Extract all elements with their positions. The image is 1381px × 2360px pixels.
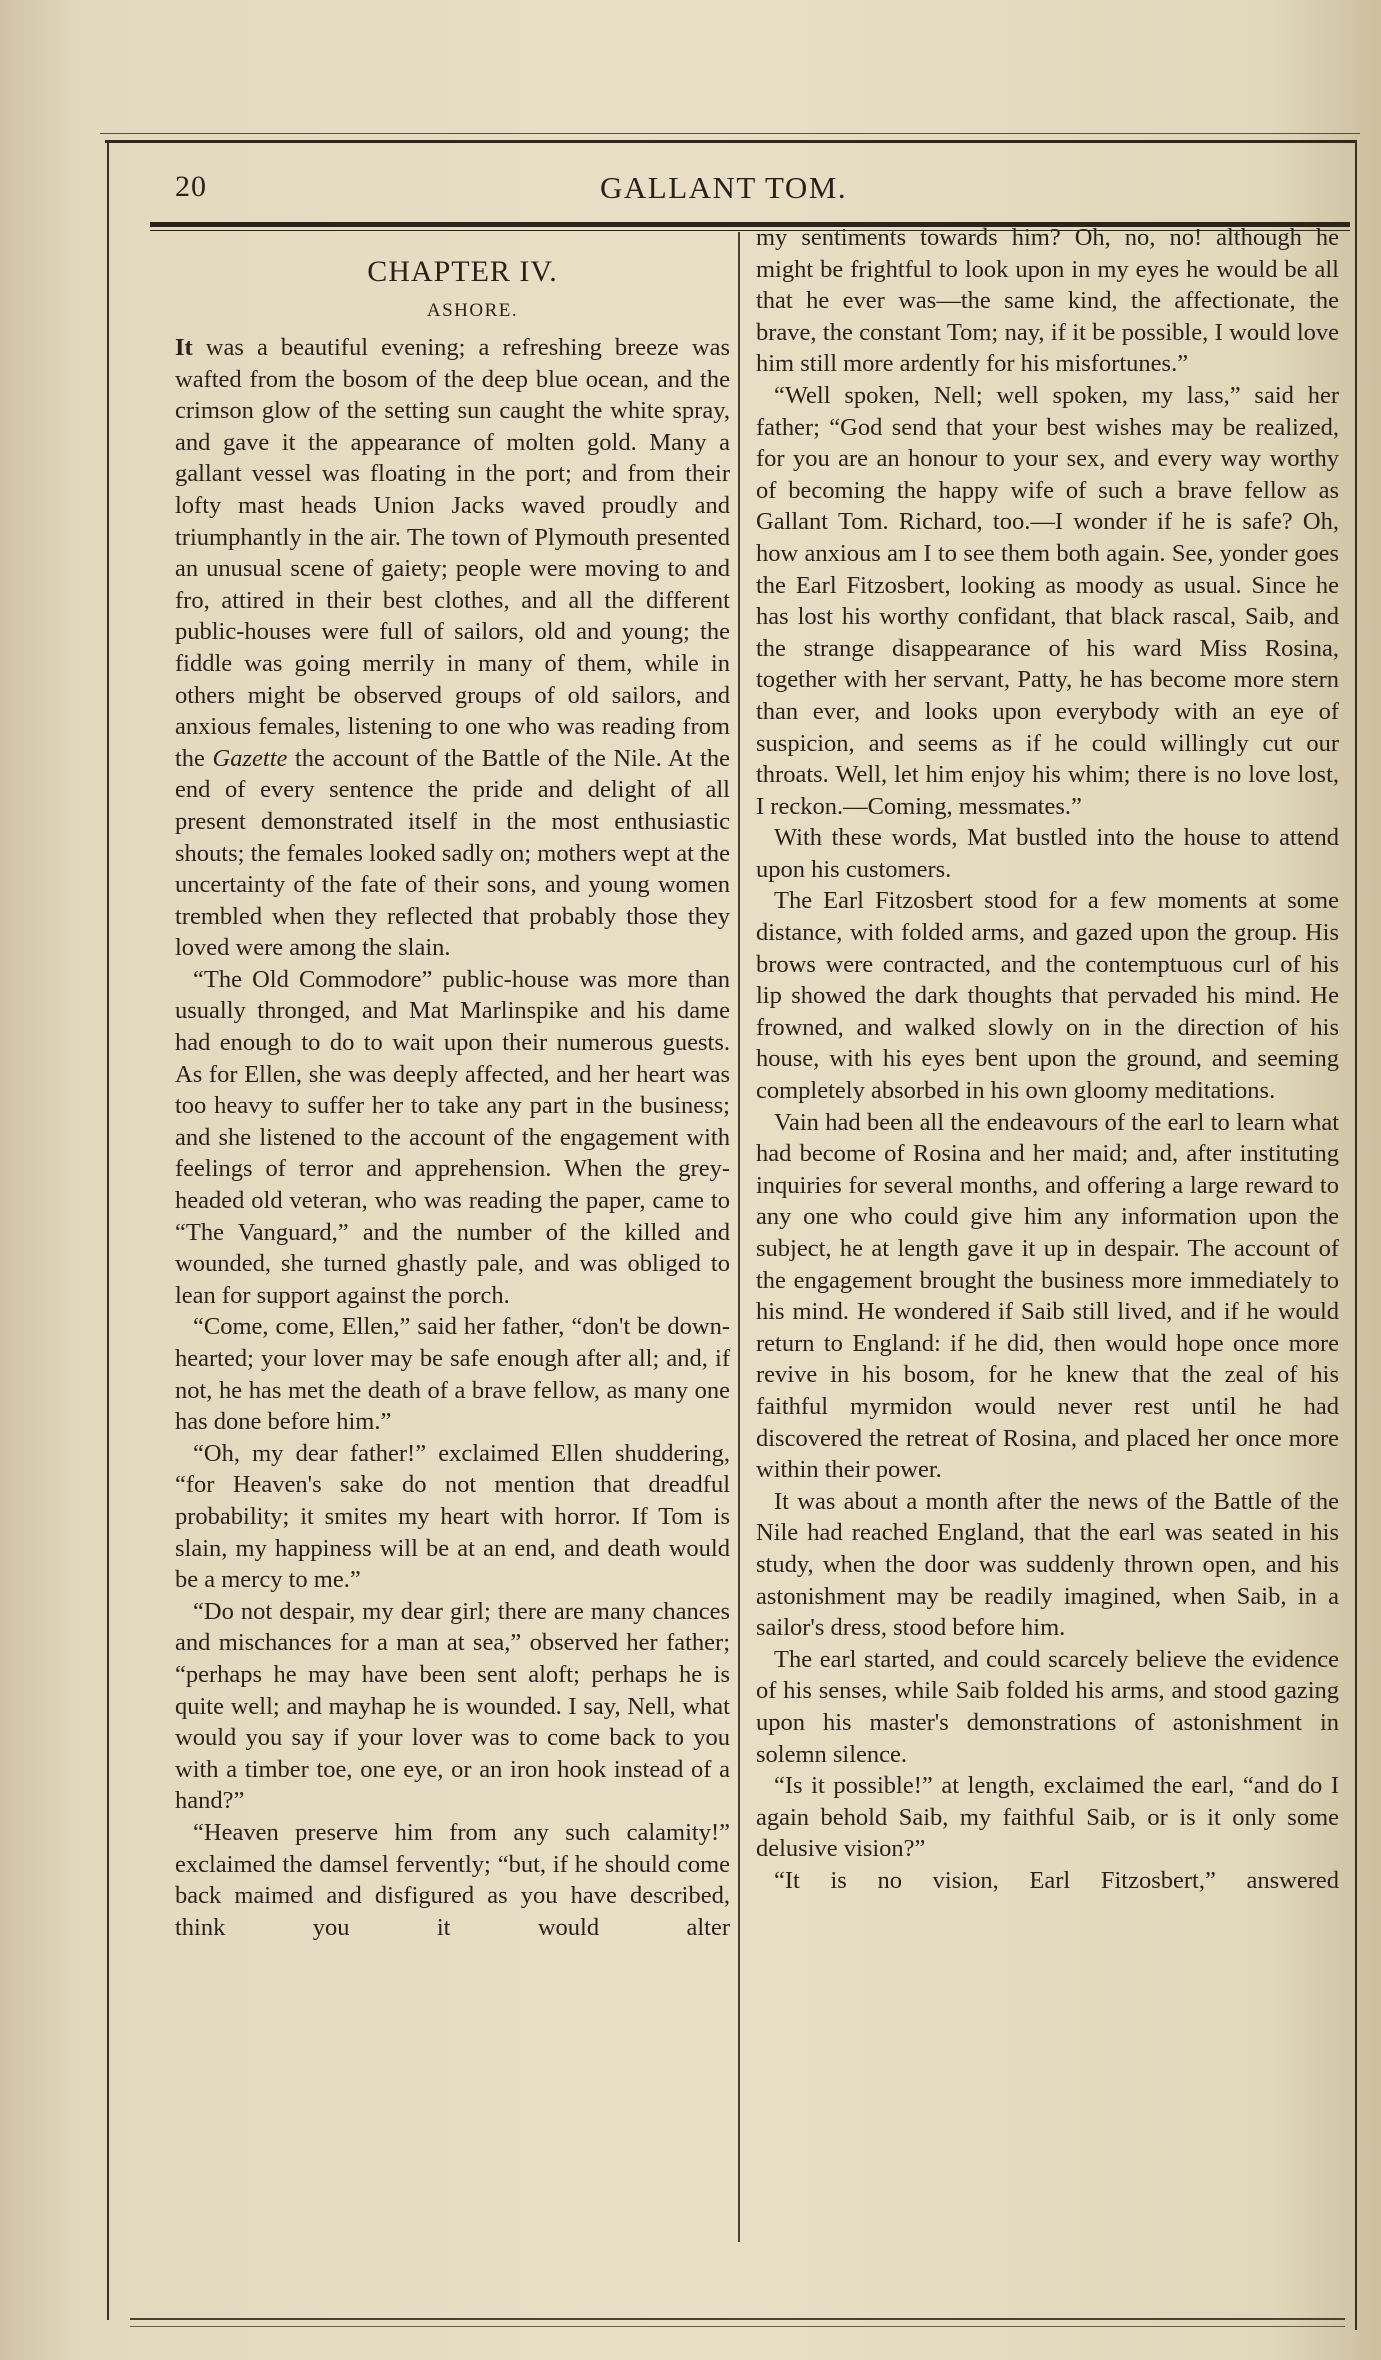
paragraph: “Do not despair, my dear girl; there are many chances and mischances for a man at sea,” observed her father; “perhaps he may have been sent aloft; perhaps he is quite well; and mayhap he is wounded. I say, Nell, what would you say if your lover was to come back to you with a timber toe, one eye, or an iron hook instead of a hand?”	[175, 1597, 730, 1815]
paragraph-italic: Gazette	[212, 744, 288, 772]
running-title: GALLANT TOM.	[600, 170, 848, 205]
right-column	[756, 222, 1339, 1896]
paragraph: “Well spoken, Nell; well spoken, my lass,” said her father; “God send that your best wishes may be realized, for you are an honour to your sex, and every way worthy of becoming the happy wife of such a brave fellow as Gallant Tom. Richard, too.—I wonder if he is safe? Oh, how anxious am I to see them both again. See, yonder goes the Earl Fitzosbert, looking as moody as usual. Since he has lost his worthy confidant, that black rascal, Saib, and the strange disappearance of his ward Miss Rosina, together with her servant, Patty, he has become more stern than ever, and looks upon everybody with an eye of suspicion, and seems as if he could willingly cut our throats. Well, let him enjoy his whim; there is no love lost, I reckon.—Coming, messmates.”	[756, 381, 1339, 820]
drop-cap: It	[175, 334, 193, 361]
paragraph: It was about a month after the news of the Battle of the Nile had reached England, that the earl was seated in his study, when the door was suddenly thrown open, and his astonishment may be readily imagined, when Saib, in a sailor's dress, stood before him.	[756, 1487, 1339, 1642]
paragraph: my sentiments towards him? Oh, no, no! although he might be frightful to look upon in my eyes he would be all that he ever was—the same kind, the affectionate, the brave, the constant Tom; nay, if it be possible, I would love him still more ardently for his misfortunes.”	[756, 224, 1339, 378]
bottom-rule	[130, 2318, 1345, 2320]
paragraph: “It is no vision, Earl Fitzosbert,” answered	[774, 1866, 1339, 1894]
paragraph: With these words, Mat bustled into the house to attend upon his customers.	[756, 824, 1339, 883]
paragraph: “Oh, my dear father!” exclaimed Ellen shuddering, “for Heaven's sake do not mention that dreadful probability; it smites my heart with horror. If Tom is slain, my happiness will be at an end, and death would be a mercy to me.”	[175, 1439, 730, 1594]
paragraph: The earl started, and could scarcely believe the evidence of his senses, while Saib folded his arms, and stood gazing upon his master's demonstrations of astonishment in solemn silence.	[756, 1645, 1339, 1768]
frame-left-border	[107, 140, 109, 2320]
bottom-rule-thin	[130, 2326, 1345, 2327]
paragraph-text: was a beautiful evening; a refreshing breeze was wafted from the bosom of the deep blue ocean, and the crimson glow of the setting sun caught the white spray, and gave it the appearance of molten gold. Many a gallant vessel was floating in the port; and from their lofty mast heads Union Jacks waved proudly and triumphantly in the air. The town of Plymouth presented an unusual scene of gaiety; people were moving to and fro, attired in their best clothes, and all the different public-houses were full of sailors, old and young; the fiddle was going merrily in many of them, while in others might be observed groups of old sailors, and anxious females, listening to one who was reading from the	[175, 334, 730, 772]
paragraph: The Earl Fitzosbert stood for a few moments at some distance, with folded arms, and gazed upon the group. His brows were contracted, and the contemptuous curl of his lip showed the dark thoughts that pervaded his mind. He frowned, and walked slowly on in the direction of his house, with his eyes bent upon the ground, and seeming completely absorbed in his own gloomy meditations.	[756, 887, 1339, 1105]
paragraph-text: the account of the Battle of the Nile. At the end of every sentence the pride and delight of all present demonstrated itself in the most enthusiastic shouts; the females looked sadly on; mothers wept at the uncertainty of the fate of their sons, and young women trembled when they reflected that probably those they loved were among the slain.	[175, 744, 730, 962]
paragraph: “Come, come, Ellen,” said her father, “don't be down-hearted; your lover may be safe enough after all; and, if not, he has met the death of a brave fellow, as many one has done before him.”	[175, 1313, 730, 1436]
paragraph	[175, 332, 730, 964]
column-divider	[738, 232, 740, 2242]
chapter-subtitle: ASHORE.	[426, 300, 519, 321]
paragraph: “The Old Commodore” public-house was more than usually thronged, and Mat Marlinspike and his dame had enough to do to wait upon their numerous guests. As for Ellen, she was deeply affected, and her heart was too heavy to suffer her to take any part in the business; and she listened to the account of the engagement with feelings of terror and apprehension. When the grey-headed old veteran, who was reading the paper, came to “The Vanguard,” and the number of the killed and wounded, she turned ghastly pale, and was obliged to lean for support against the porch.	[175, 965, 730, 1309]
frame-top-border	[105, 140, 1355, 143]
paragraph: Vain had been all the endeavours of the earl to learn what had become of Rosina and her maid; and, after instituting inquiries for several months, and offering a large reward to any one who could give him any information upon the subject, he at length gave it up in despair. The account of the engagement brought the business more immediately to his mind. He wondered if Saib still lived, and if he would return to England: if he did, then would hope once more revive in his bosom, for he knew that the zeal of his faithful myrmidon would never rest until he had discovered the retreat of Rosina, and placed her once more within their power.	[756, 1108, 1339, 1484]
paragraph: “Heaven preserve him from any such calamity!” exclaimed the damsel fervently; “but, if he should come back maimed and disfigured as you have described, think you it would alter	[175, 1818, 730, 1941]
left-column	[175, 244, 730, 1943]
frame-top-hairline	[100, 133, 1360, 134]
frame-right-border	[1355, 140, 1357, 2330]
paragraph: “Is it possible!” at length, exclaimed the earl, “and do I again behold Saib, my faithful Saib, or is it only some delusive vision?”	[756, 1772, 1339, 1863]
chapter-title: CHAPTER IV.	[367, 255, 558, 288]
page-number: 20	[175, 170, 207, 203]
